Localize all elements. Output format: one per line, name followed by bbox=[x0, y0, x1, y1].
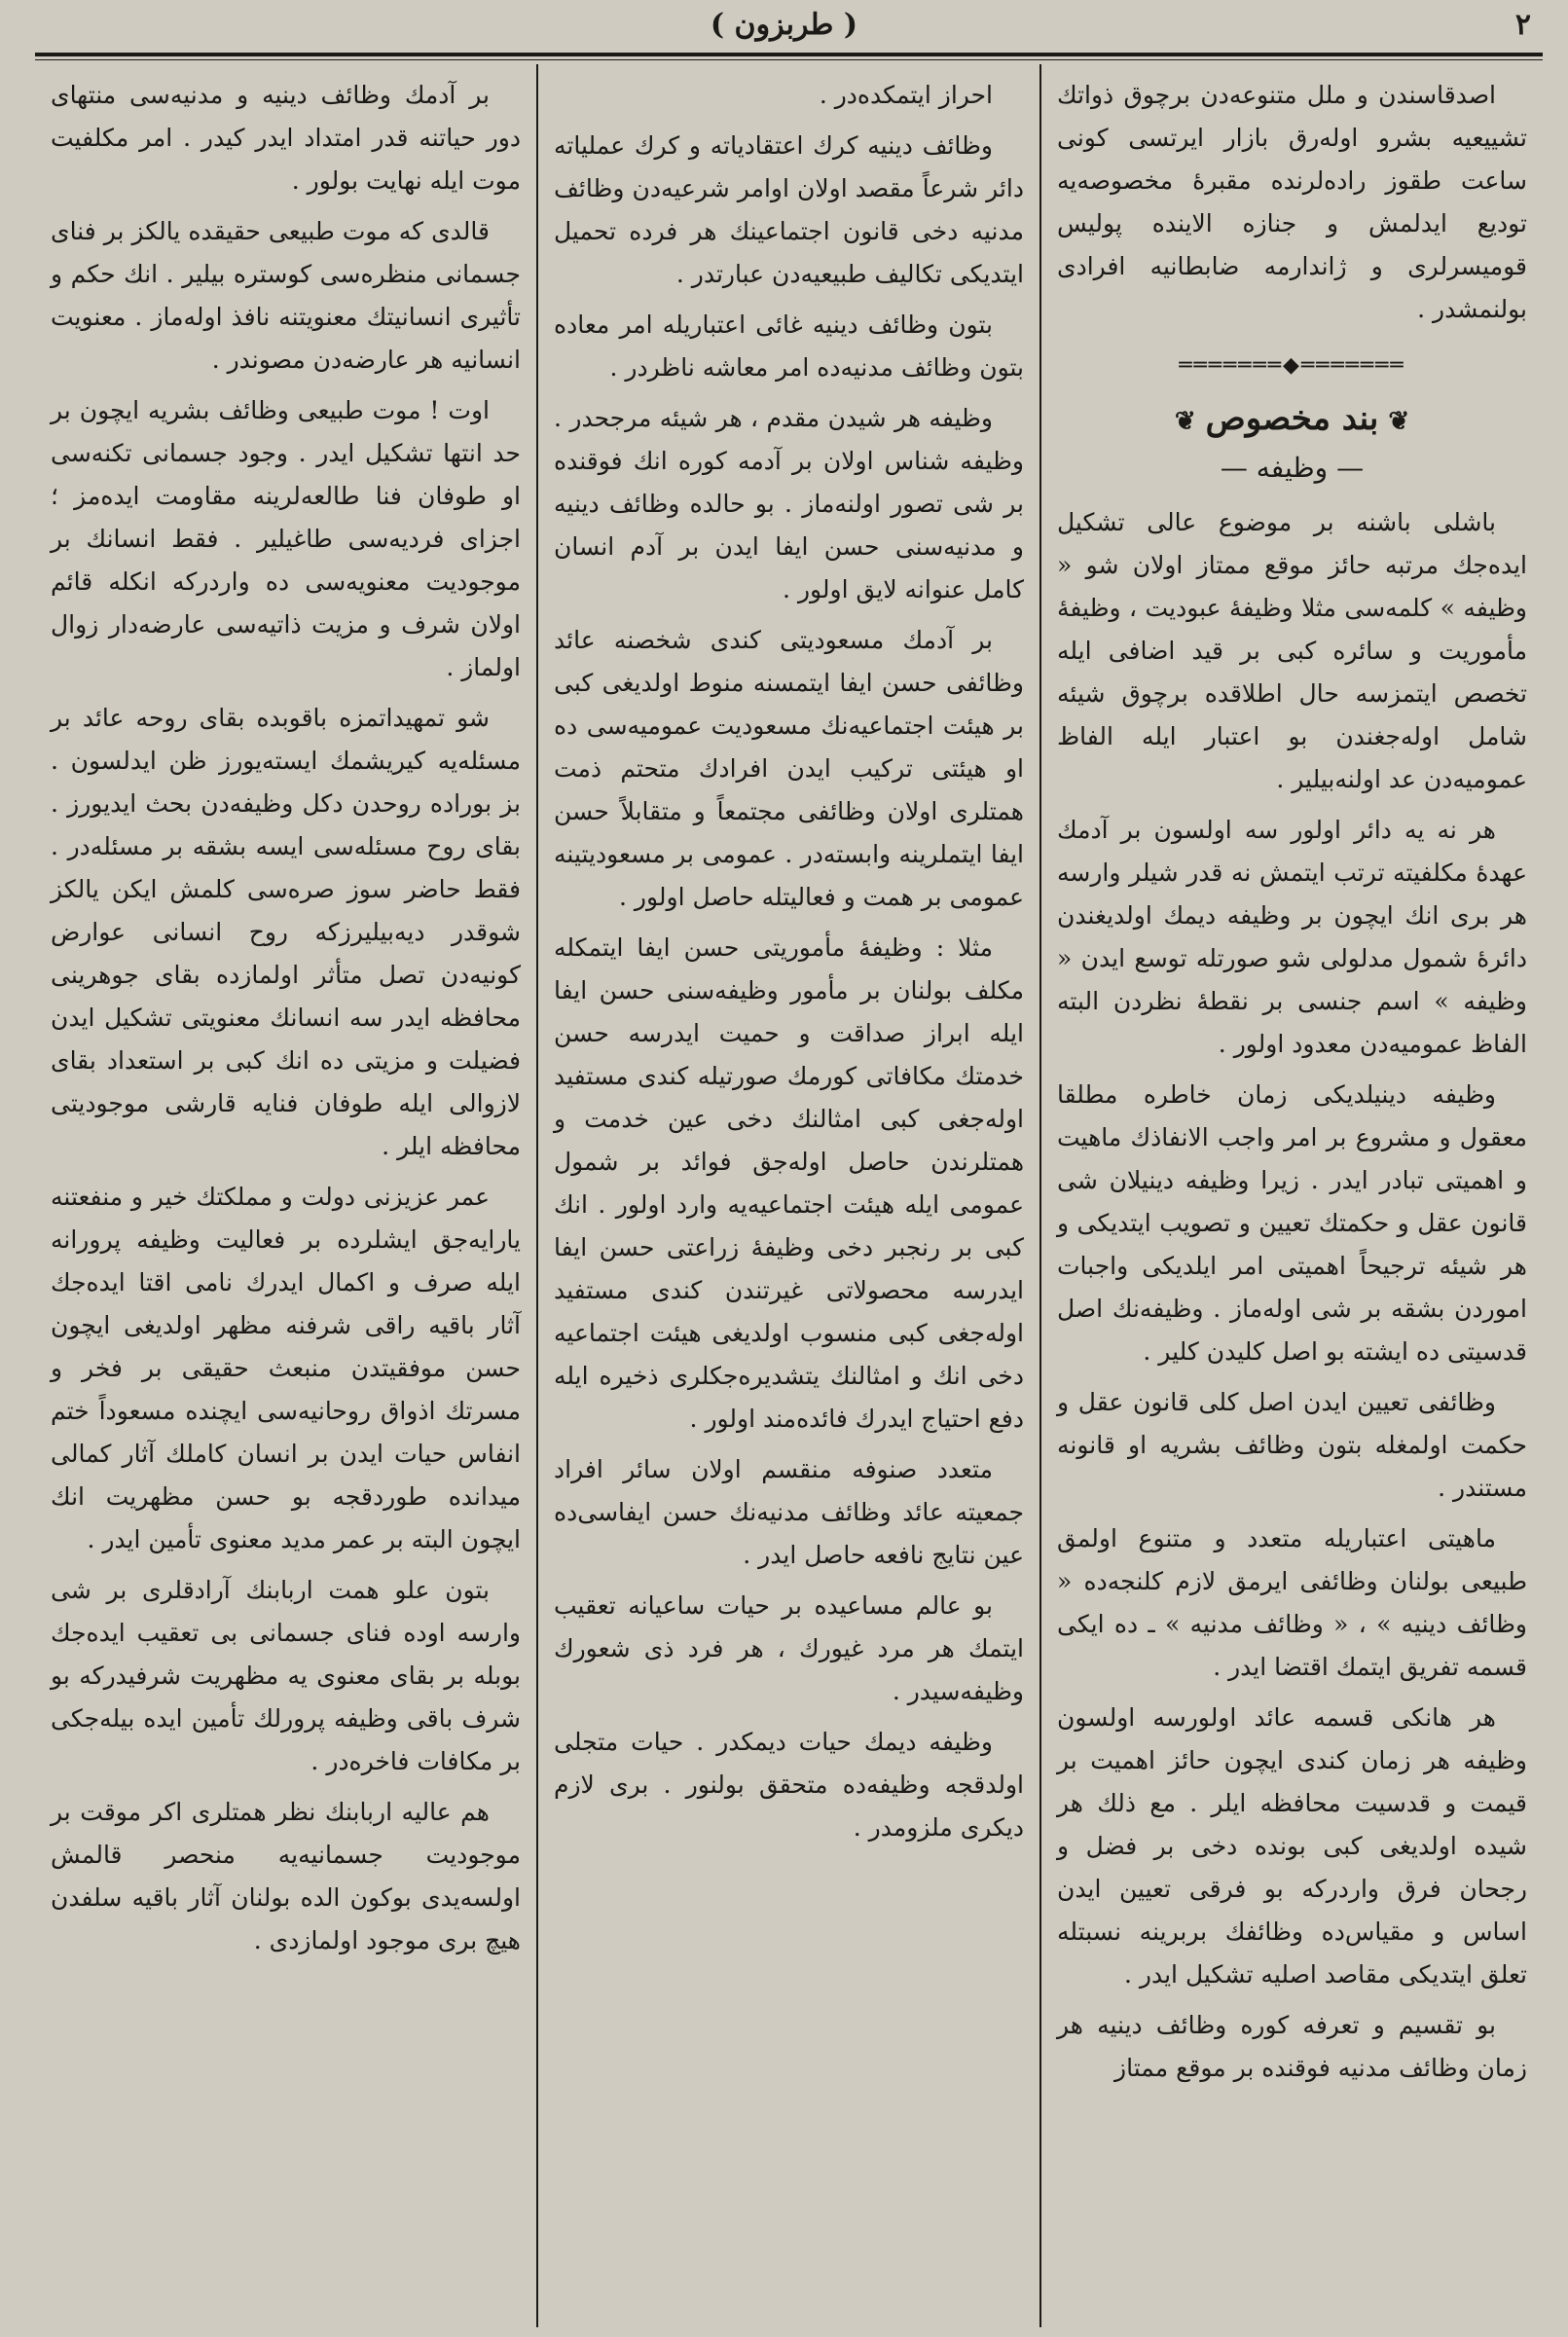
masthead bbox=[29, 6, 1539, 49]
paragraph: احراز ایتمکده‌در . bbox=[819, 81, 993, 109]
paragraph: باشلی باشنه بر موضوع عالی تشکیل ایده‌جك مرتبه حائز موقع ممتاز اولان شو « وظیفه » کلمه‌سی مثلا وظیفهٔ عبودیت ، وظیفهٔ مأموریت و سائره کبی بر قید اضافی ایله تخصص ایتمزسه حال اطلاقده برچوق شیئه شامل اوله‌جغندن بو اعتبار ایله الفاظ عمومیه‌دن عد اولنه‌بیلیر . bbox=[1057, 508, 1527, 793]
paragraph: اوت ! موت طبیعی وظائف بشریه ایچون بر حد انتها تشکیل ایدر . وجود جسمانی تکنه‌سی او طوفان فنا طالعه‌لرینه مقاومت ایده‌مز ؛ اجزای فردیه‌سی طاغیلیر . فقط انسانك بر موجودیت معنویه‌سی ده واردرکه انکله قائم اولان شرف و مزیت ذاتیه‌سی عارضه‌دار زوال اولماز . bbox=[51, 396, 521, 681]
paragraph: بو تقسیم و تعرفه کوره وظائف دینیه هر زمان وظائف مدنیه فوقنده بر موقع ممتاز bbox=[1057, 2011, 1527, 2082]
paragraph: وظائفی تعیین ایدن اصل کلی قانون عقل و حکمت اولمغله بتون وظائف بشریه او قانونه مستندر . bbox=[1057, 1388, 1527, 1502]
paragraph: بو عالم مساعیده بر حیات ساعیانه تعقیب ایتمك هر مرد غیورك ، هر فرد ذی شعورك وظیفه‌سیدر . bbox=[554, 1591, 1024, 1705]
paragraph: بر آدمك وظائف دینیه و مدنیه‌سی منتهای دور حیاتنه قدر امتداد ایدر کیدر . امر مکلفیت موت ایله نهایت بولور . bbox=[51, 81, 521, 195]
header-rule-thin bbox=[35, 59, 1543, 60]
paragraph: هم عالیه اربابنك نظر همتلری اکر موقت بر موجودیت جسمانیه‌یه منحصر قالمش اولسه‌یدی بوکون الده بولنان آثار باقیه سلفدن هیچ بری موجود اولمازدی . bbox=[51, 1798, 521, 1954]
column-middle bbox=[538, 64, 1039, 2327]
newspaper-name: ( طربزون ) bbox=[710, 8, 858, 42]
ornament-icon: ❦ bbox=[1174, 407, 1196, 436]
paragraph: هر نه یه دائر اولور سه اولسون بر آدمك عهدهٔ مکلفیته ترتب ایتمش نه قدر شیلر وارسه هر بری انك ایچون بر وظیفه دیمك اولدیغندن دائرهٔ شمول مدلولی شو صورتله توسع ایدن « وظیفه » اسم جنسی بر نقطهٔ نظردن البته الفاظ عمومیه‌دن معدود اولور . bbox=[1057, 816, 1527, 1058]
paragraph: ماهیتی اعتباریله متعدد و متنوع اولمق طبیعی بولنان وظائفی ایرمق لازم کلنجه‌ده « وظائف دینیه » ، « وظائف مدنیه » ـ ده ایکی قسمه تفریق ایتمك اقتضا ایدر . bbox=[1057, 1524, 1527, 1681]
paragraph: متعدد صنوفه منقسم اولان سائر افراد جمعیته عائد وظائف مدنیه‌نك حسن ایفاسی‌ده عین نتایج نافعه حاصل ایدر . bbox=[554, 1455, 1024, 1569]
paragraph: وظیفه هر شیدن مقدم ، هر شیئه مرجحدر . وظیفه شناس اولان بر آدمه کوره انك فوقنده بر شی تصور اولنه‌ماز . بو حالده وظائف دینیه و مدنیه‌سنی حسن ایفا ایدن بر آدم انسان کامل عنوانه لایق اولور . bbox=[554, 404, 1024, 603]
section-title-text: بند مخصوص bbox=[1205, 399, 1379, 438]
paragraph: بتون علو همت اربابنك آرادقلری بر شی وارسه اوده فنای جسمانی بی تعقیب ایده‌جك بوبله بر بقای معنوی یه مظهریت شرفیدرکه بو شرف باقی وظیفه پرورلك تأمین ایده بیله‌جکی بر مکافات فاخره‌در . bbox=[51, 1576, 521, 1775]
paragraph: وظائف دینیه کرك اعتقادیاته و کرك عملیاته دائر شرعاً مقصد اولان اوامر شرعیه‌دن وظائف مدنیه دخی قانون اجتماعینك هر فرده تحمیل ایتدیکی تکالیف طبیعیه‌دن عبارتدر . bbox=[554, 131, 1024, 288]
paragraph: شو تمهیداتمزه باقوبده بقای روحه عائد بر مسئله‌یه کیریشمك ایسته‌یورز ظن ایدلسون . بز بوراده روحدن دکل وظیفه‌دن بحث ایدیورز . بقای روح مسئله‌سی ایسه بشقه بر مسئله‌در . فقط حاضر سوز صره‌سی کلمش ایکن یالکز شوقدر دیه‌بیلیرزکه روح انسانی عوارض کونیه‌دن تصل متأثر اولمازده بقای جوهرینی محافظه ایدر سه انسانك معنویتی تشکیل ایدن فضیلت و مزیتی ده انك کبی بر استعداد بقای لازوالی ایله طوفان فنایه قارشی موجودیتی محافظه ایلر . bbox=[51, 704, 521, 1160]
section-subtitle: — وظیفه — bbox=[1220, 452, 1365, 484]
paragraph: اصدقاسندن و ملل متنوعه‌دن برچوق ذواتك تشییعیه بشرو اولەرق بازار ایرتسی کونی ساعت طقوز راده‌لرنده مقبرهٔ مخصوصه‌یه تودیع ایدلمش و جنازه الاینده پولیس قومیسرلری و ژاندارمه ضابطانیه افرادی بولنمشدر . bbox=[1057, 81, 1527, 323]
paragraph: هر هانکی قسمه عائد اولورسه اولسون وظیفه هر زمان کندی ایچون حائز اهمیت بر قیمت و قدسیت محافظه ایلر . مع ذلك هر شیده اولدیغی کبی بونده دخی بر فضل و رجحان فرق واردرکه بو فرقی تعیین ایدن اساس و مقیاس‌ده وظائفك بربرینه نسبتله تعلق ایتدیکی مقاصد اصلیه تشکیل ایدر . bbox=[1057, 1703, 1527, 1989]
header-rule bbox=[35, 53, 1543, 56]
article-columns bbox=[35, 64, 1543, 2327]
paragraph: بتون وظائف دینیه غائی اعتباریله امر معاده بتون وظائف مدنیه‌ده امر معاشه ناظردر . bbox=[554, 310, 1024, 382]
paragraph: قالدی که موت طبیعی حقیقده یالکز بر فنای جسمانی منظره‌سی کوستره بیلیر . انك حکم و تأثیری انسانیتك معنویتنه نافذ اوله‌ماز . معنویت انسانیه هر عارضه‌دن مصوندر . bbox=[51, 217, 521, 374]
paragraph: بر آدمك مسعودیتی کندی شخصنه عائد وظائفی حسن ایفا ایتمسنه منوط اولدیغی کبی بر هیئت اجتماعیه‌نك مسعودیت عمومیه‌سی ده او هیئتی ترکیب ایدن افرادك متحتم ذمت همتلری اولان وظائفی مجتمعاً و متقابلاً حسن ایفا ایتملرینه وابسته‌در . عمومی بر مسعودیتینه عمومی بر همت و فعالیتله حاصل اولور . bbox=[554, 626, 1024, 911]
column-left bbox=[35, 64, 536, 2327]
ornament-icon: ❦ bbox=[1388, 407, 1410, 436]
section-title bbox=[1057, 397, 1527, 443]
ornament-divider: ═══════◆═══════ bbox=[1179, 353, 1405, 378]
paragraph: وظیفه دیمك حیات دیمکدر . حیات متجلی اولدقجه وظیفه‌ده متحقق بولنور . بری لازم دیکری ملزومدر . bbox=[554, 1728, 1024, 1842]
paragraph: وظیفه دینیلدیکی زمان خاطره مطلقا معقول و مشروع بر امر واجب الانفاذك ماهیت و اهمیتی تبادر ایدر . زیرا وظیفه دینیلان شی قانون عقل و حکمتك تعیین و تصویب ایتدیکی و هر شیئه ترجیحاً اهمیتی امر ایلدیکی واجبات اموردن بشقه بر شی اوله‌ماز . وظیفه‌نك اصل قدسیتی ده ایشته بو اصل کلیدن کلیر . bbox=[1057, 1080, 1527, 1366]
paragraph: مثلا : وظیفهٔ مأموریتی حسن ایفا ایتمکله مکلف بولنان بر مأمور وظیفه‌سنی حسن ایفا ایله ابراز صداقت و حمیت ایدرسه حسن خدمتك مکافاتی کورمك صورتیله کندی مستفید اوله‌جغی کبی امثالنك دخی عین خدمت و همتلرندن حاصل اوله‌جق فوائد بر شمول عمومی ایله هیئت اجتماعیه‌یه وارد اولور . انك کبی بر رنجبر دخی وظیفهٔ زراعتی حسن ایفا ایدرسه محصولاتی غیرتندن کندی مستفید اوله‌جغی کبی منسوب اولدیغی هیئت اجتماعیه دخی انك و امثالنك یتشدیره‌جکلری ذخیره ایله دفع احتیاج ایدرك فائده‌مند اولور . bbox=[554, 933, 1024, 1433]
column-right bbox=[1041, 64, 1543, 2327]
page-number: ٢ bbox=[1514, 8, 1531, 42]
paragraph: عمر عزیزنی دولت و مملکتك خیر و منفعتنه یارایه‌جق ایشلرده بر فعالیت وظیفه پرورانه ایله صرف و اکمال ایدرك نامی اقتا ایده‌جك آثار باقیه راقی شرفنه مظهر اولدیغی ایچون حسن موفقیتدن منبعث حقیقی بر فخر و مسرتك اذواق روحانیه‌سی ایچنده مسعوداً ختم انفاس حیات ایدن بر انسان کاملك آثار کمالی میدانده طوردقجه بو حسن مظهریت انك ایچون البته بر عمر مدید معنوی تأمین ایدر . bbox=[51, 1183, 521, 1553]
